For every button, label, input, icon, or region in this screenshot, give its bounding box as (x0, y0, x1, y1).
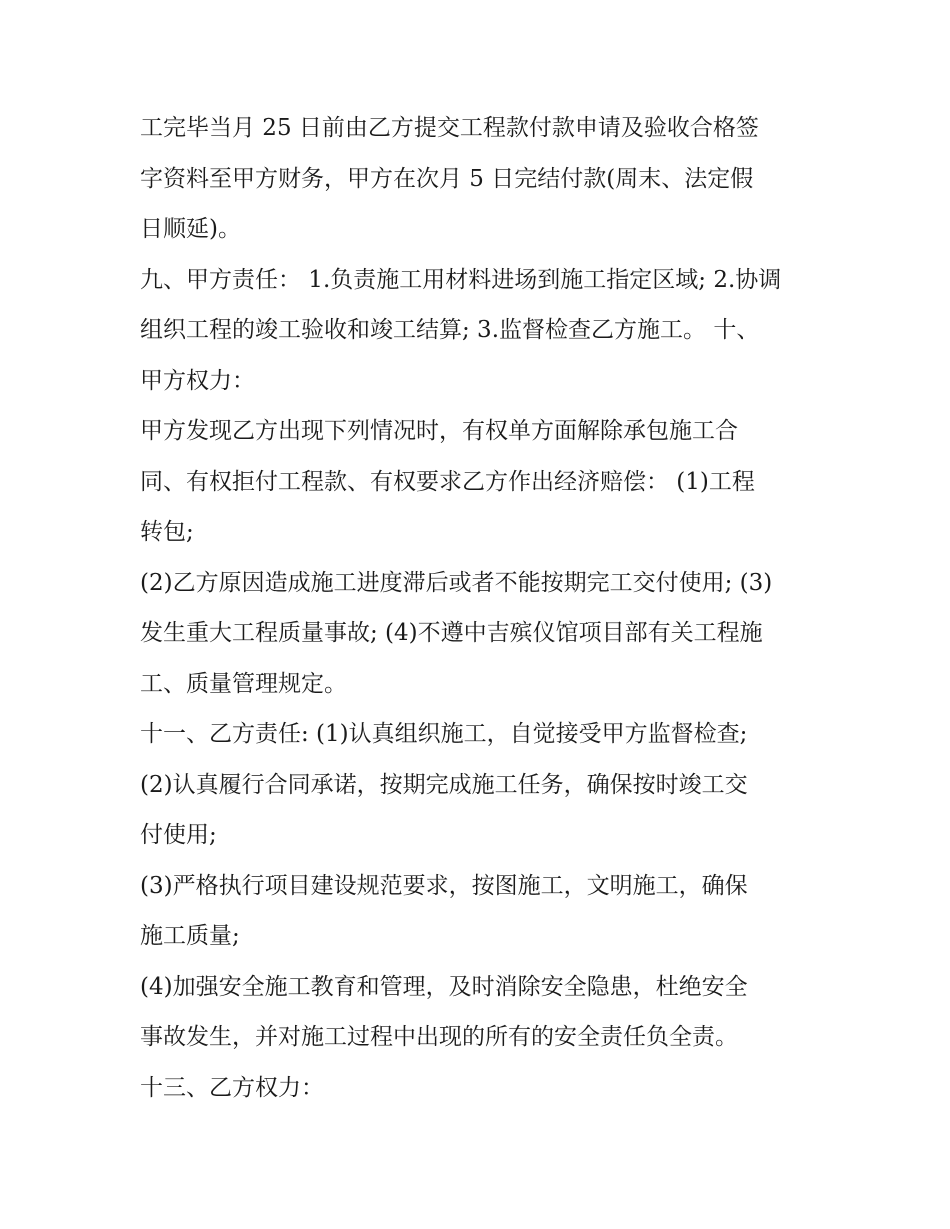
text-line-10: (2)乙方原因造成施工进度滞后或者不能按期完工交付使用; (3) (140, 569, 773, 596)
text-line-2: 字资料至甲方财务，甲方在次月 5 日完结付款(周末、法定假 (140, 165, 754, 192)
text-line-18: (4)加强安全施工教育和管理，及时消除安全隐患，杜绝安全 (140, 973, 748, 1000)
text-line-15: 付使用; (140, 822, 217, 848)
text-line-13: 十一、乙方责任: (1)认真组织施工，自觉接受甲方监督检查; (140, 721, 748, 747)
text-line-20: 十三、乙方权力： (140, 1074, 324, 1101)
document-body (140, 103, 830, 1113)
text-line-1: 工完毕当月 25 日前由乙方提交工程款付款申请及验收合格签 (140, 115, 759, 141)
text-line-12: 工、质量管理规定。 (140, 670, 347, 697)
text-line-16: (3)严格执行项目建设规范要求，按图施工，文明施工，确保 (140, 872, 748, 899)
text-line-9: 转包; (140, 519, 194, 545)
text-line-8: 同、有权拒付工程款、有权要求乙方作出经济赔偿： (1)工程 (140, 468, 755, 495)
text-line-3: 日顺延)。 (140, 216, 241, 242)
text-line-4: 九、甲方责任： 1.负责施工用材料进场到施工指定区域; 2.协调 (140, 266, 782, 293)
text-line-11: 发生重大工程质量事故; (4)不遵中吉殡仪馆项目部有关工程施 (140, 620, 763, 646)
text-line-14: (2)认真履行合同承诺，按期完成施工任务，确保按时竣工交 (140, 771, 748, 798)
text-line-17: 施工质量; (140, 923, 240, 949)
text-line-5: 组织工程的竣工验收和竣工结算; 3.监督检查乙方施工。 十、 (140, 317, 760, 343)
text-line-19: 事故发生，并对施工过程中出现的所有的安全责任负全责。 (140, 1024, 738, 1050)
text-line-6: 甲方权力： (140, 367, 255, 394)
text-line-7: 甲方发现乙方出现下列情况时，有权单方面解除承包施工合 (140, 418, 738, 444)
